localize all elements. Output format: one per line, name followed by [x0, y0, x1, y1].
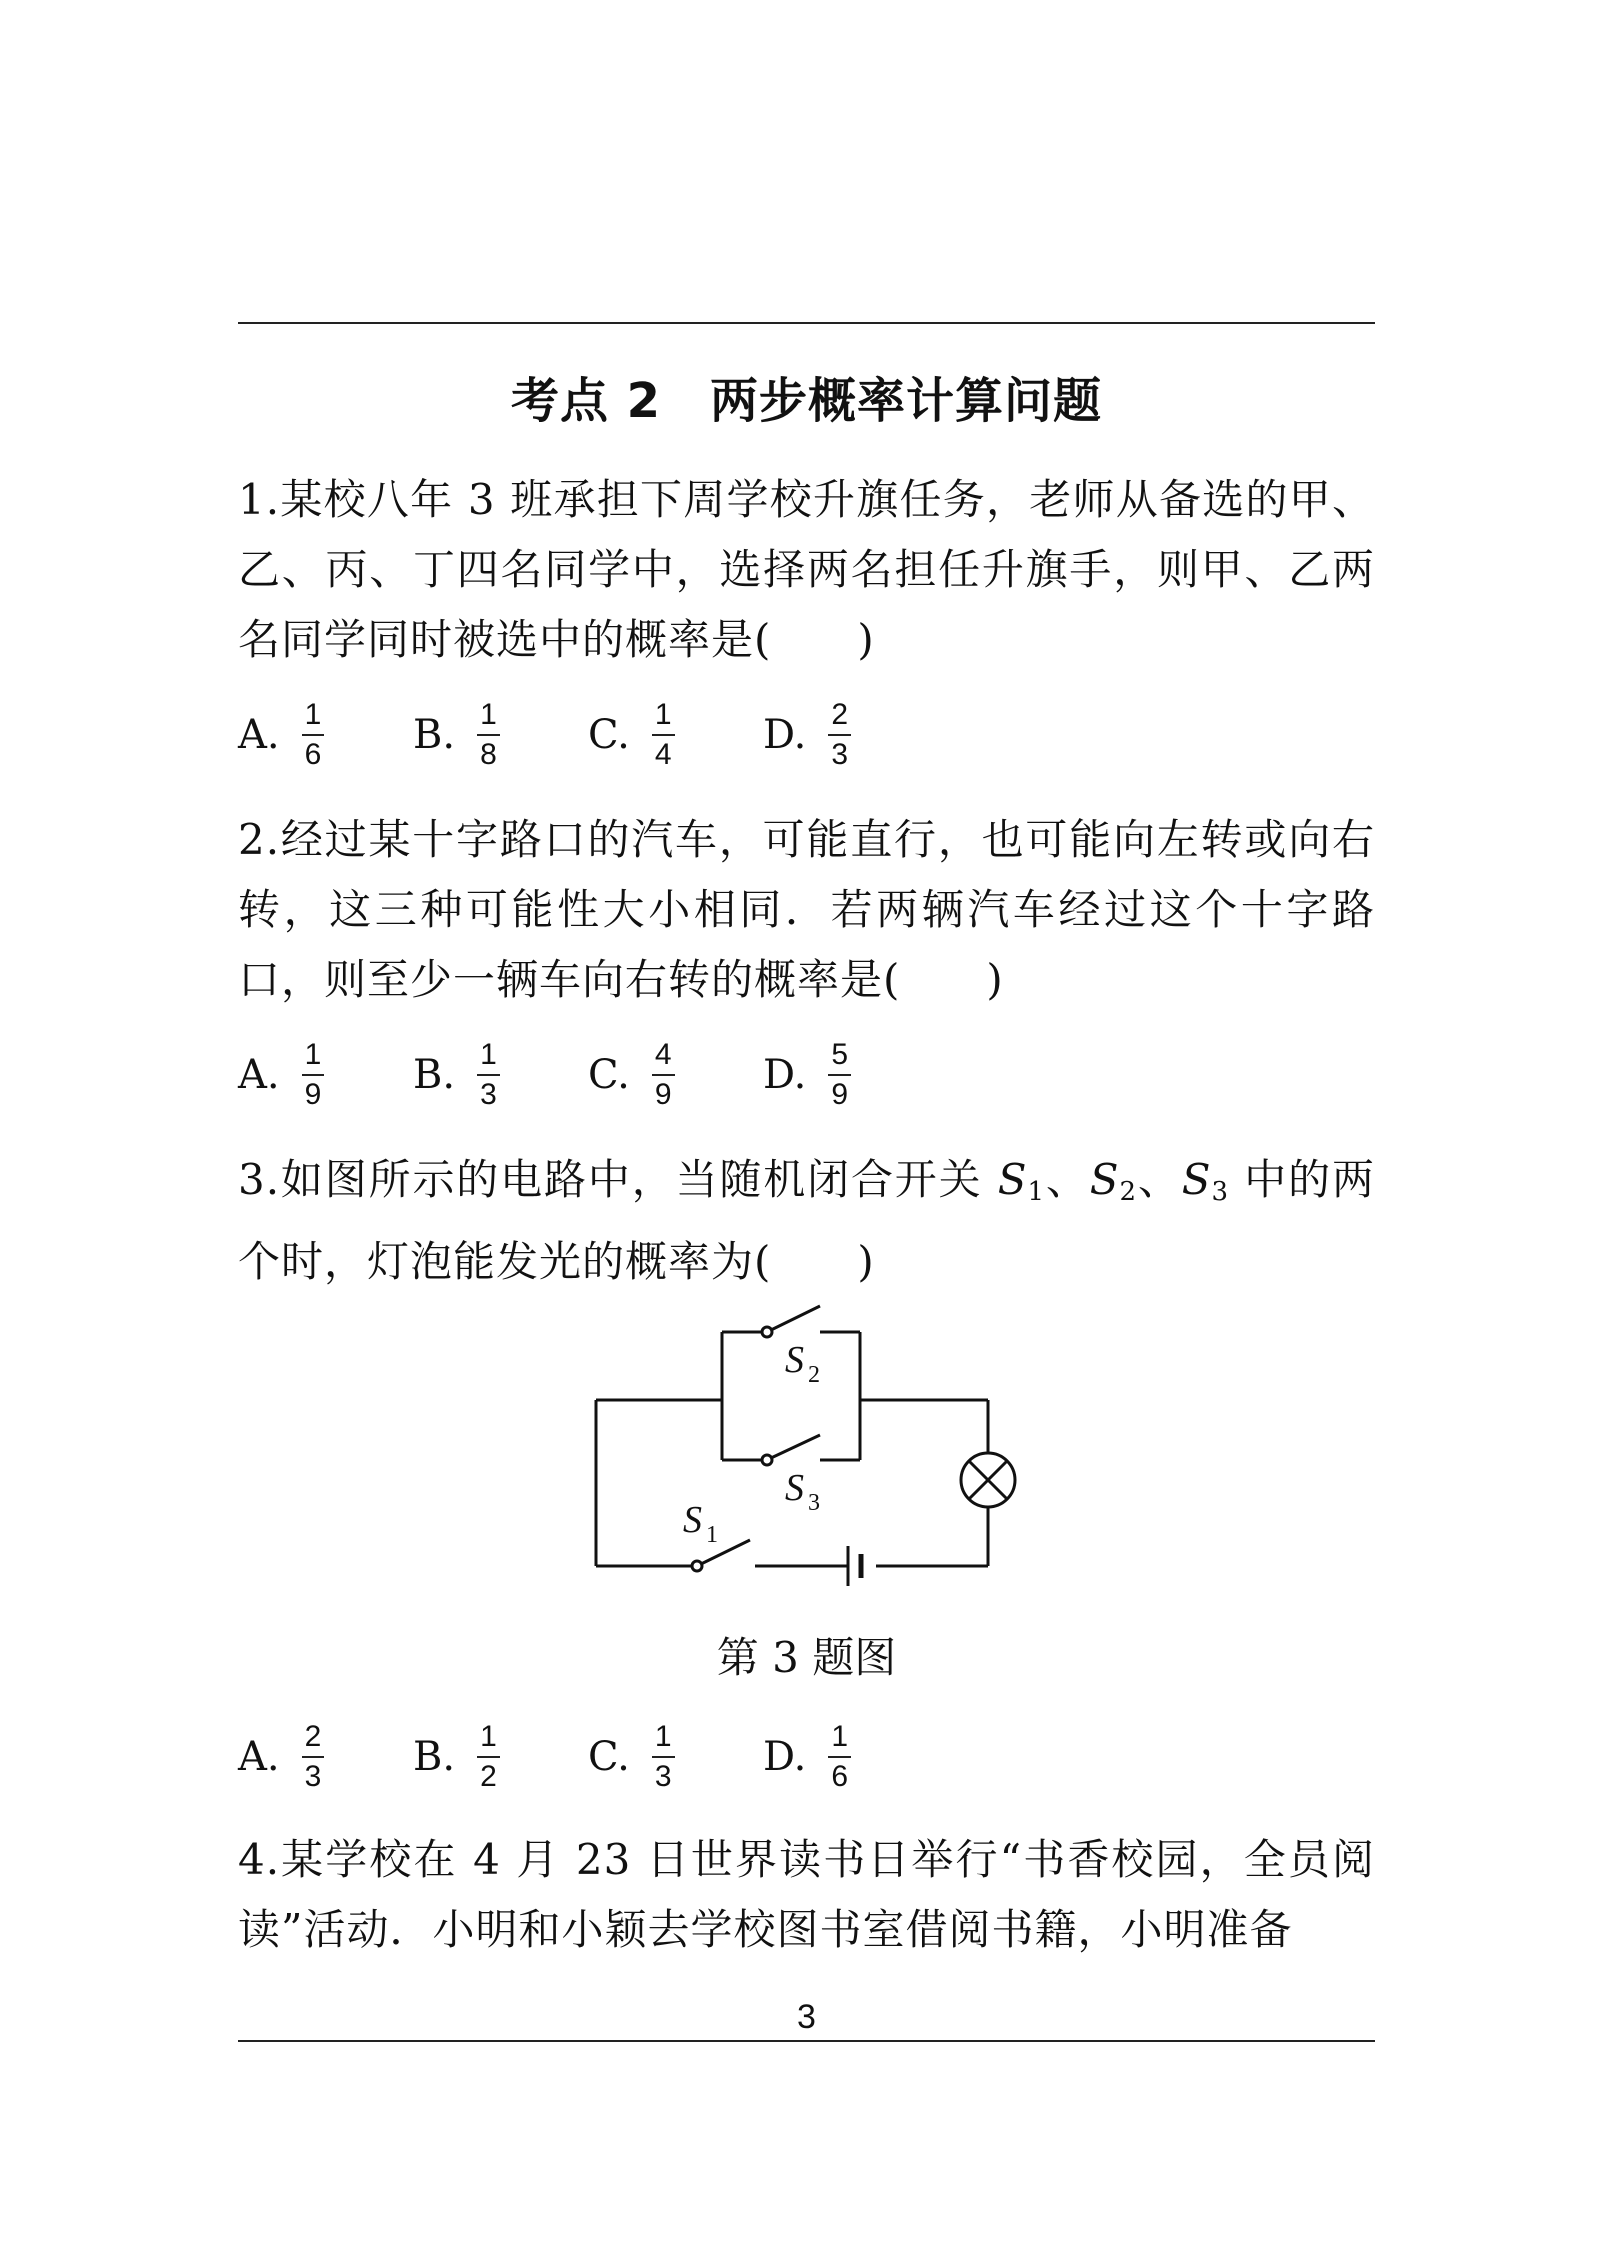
- switch-subscript: 3: [1211, 1177, 1230, 1207]
- denominator: 8: [480, 738, 497, 771]
- question-4-text: 4.某学校在 4 月 23 日世界读书日举行“书香校园，全员阅读”活动．小明和小颖去学校图书室借阅书籍，小明准备: [238, 1835, 1375, 1954]
- denominator: 3: [480, 1078, 497, 1111]
- numerator: 1: [828, 1720, 851, 1758]
- option-label: D.: [763, 1052, 807, 1098]
- numerator: 2: [302, 1720, 325, 1758]
- denominator: 2: [480, 1760, 497, 1793]
- switch-subscript: 1: [1027, 1177, 1046, 1207]
- option-label: A.: [238, 1734, 280, 1780]
- switch-s2-contact: [762, 1327, 772, 1337]
- option-label: D.: [763, 712, 807, 758]
- denominator: 9: [654, 1078, 672, 1111]
- denominator: 3: [304, 1760, 322, 1793]
- option-label: C.: [588, 712, 630, 758]
- switch-symbol: S: [1089, 1155, 1120, 1204]
- option-label: C.: [588, 1734, 630, 1780]
- page-number: 3: [797, 1998, 816, 2036]
- numerator: 1: [477, 1038, 500, 1076]
- denominator: 9: [831, 1078, 849, 1111]
- section-title: 考点 2 两步概率计算问题: [510, 373, 1103, 429]
- switch-s1-contact: [692, 1561, 702, 1571]
- switch-symbol: S: [1181, 1155, 1212, 1204]
- option-label: D.: [763, 1734, 807, 1780]
- switch-s3-contact: [762, 1455, 772, 1465]
- denominator: 3: [831, 738, 849, 771]
- question-2-text: 2.经过某十字路口的汽车，可能直行，也可能向左转或向右转，这三种可能性大小相同．若两辆汽车经过这个十字路口，则至少一辆车向右转的概率是( ): [238, 815, 1375, 1004]
- label-s2-sub: 2: [808, 1362, 820, 1388]
- numerator: 1: [302, 698, 325, 736]
- bottom-rule: [238, 2040, 1375, 2042]
- label-s2: S: [785, 1339, 804, 1381]
- numerator: 1: [652, 698, 675, 736]
- fraction: [652, 1720, 675, 1794]
- fraction: [477, 1720, 500, 1794]
- option-a[interactable]: [238, 1712, 324, 1802]
- option-label: B.: [413, 1734, 456, 1780]
- denominator: 6: [831, 1760, 849, 1793]
- question-3-text-end: 中的两个时，灯泡能发光的概率为( ): [238, 1155, 1375, 1286]
- question-1-text: 1.某校八年 3 班承担下周学校升旗任务，老师从备选的甲、乙、丙、丁四名同学中，选择两名担任升旗手，则甲、乙两名同学同时被选中的概率是( ): [238, 475, 1375, 664]
- option-label: A.: [238, 712, 280, 758]
- separator: 、: [1137, 1155, 1182, 1204]
- label-s3-sub: 3: [808, 1490, 820, 1516]
- figure-caption: 第 3 题图: [716, 1633, 897, 1682]
- label-s1-sub: 1: [706, 1522, 718, 1548]
- numerator: 2: [828, 698, 851, 736]
- numerator: 5: [828, 1038, 851, 1076]
- option-label: B.: [413, 712, 456, 758]
- label-s3: S: [785, 1467, 804, 1509]
- denominator: 3: [654, 1760, 672, 1793]
- numerator: 1: [477, 1720, 500, 1758]
- switch-symbol: S: [997, 1155, 1028, 1204]
- denominator: 6: [304, 738, 322, 771]
- fraction: [828, 1720, 851, 1794]
- fraction: [302, 1720, 325, 1794]
- switch-s2-blade: [771, 1306, 820, 1330]
- denominator: 9: [304, 1078, 322, 1111]
- numerator: 1: [652, 1720, 675, 1758]
- question-3-text-start: 3.如图所示的电路中，当随机闭合开关: [238, 1155, 998, 1204]
- option-label: A.: [238, 1052, 280, 1098]
- option-d[interactable]: [763, 1712, 851, 1802]
- option-b[interactable]: [413, 1712, 500, 1802]
- separator: 、: [1045, 1155, 1090, 1204]
- option-c[interactable]: [588, 1712, 675, 1802]
- numerator: 4: [652, 1038, 675, 1076]
- label-s1: S: [683, 1499, 702, 1541]
- denominator: 4: [654, 738, 672, 771]
- switch-subscript: 2: [1119, 1177, 1138, 1207]
- numerator: 1: [302, 1038, 325, 1076]
- numerator: 1: [477, 698, 500, 736]
- switch-s3-blade: [771, 1435, 820, 1458]
- option-label: C.: [588, 1052, 630, 1098]
- option-label: B.: [413, 1052, 456, 1098]
